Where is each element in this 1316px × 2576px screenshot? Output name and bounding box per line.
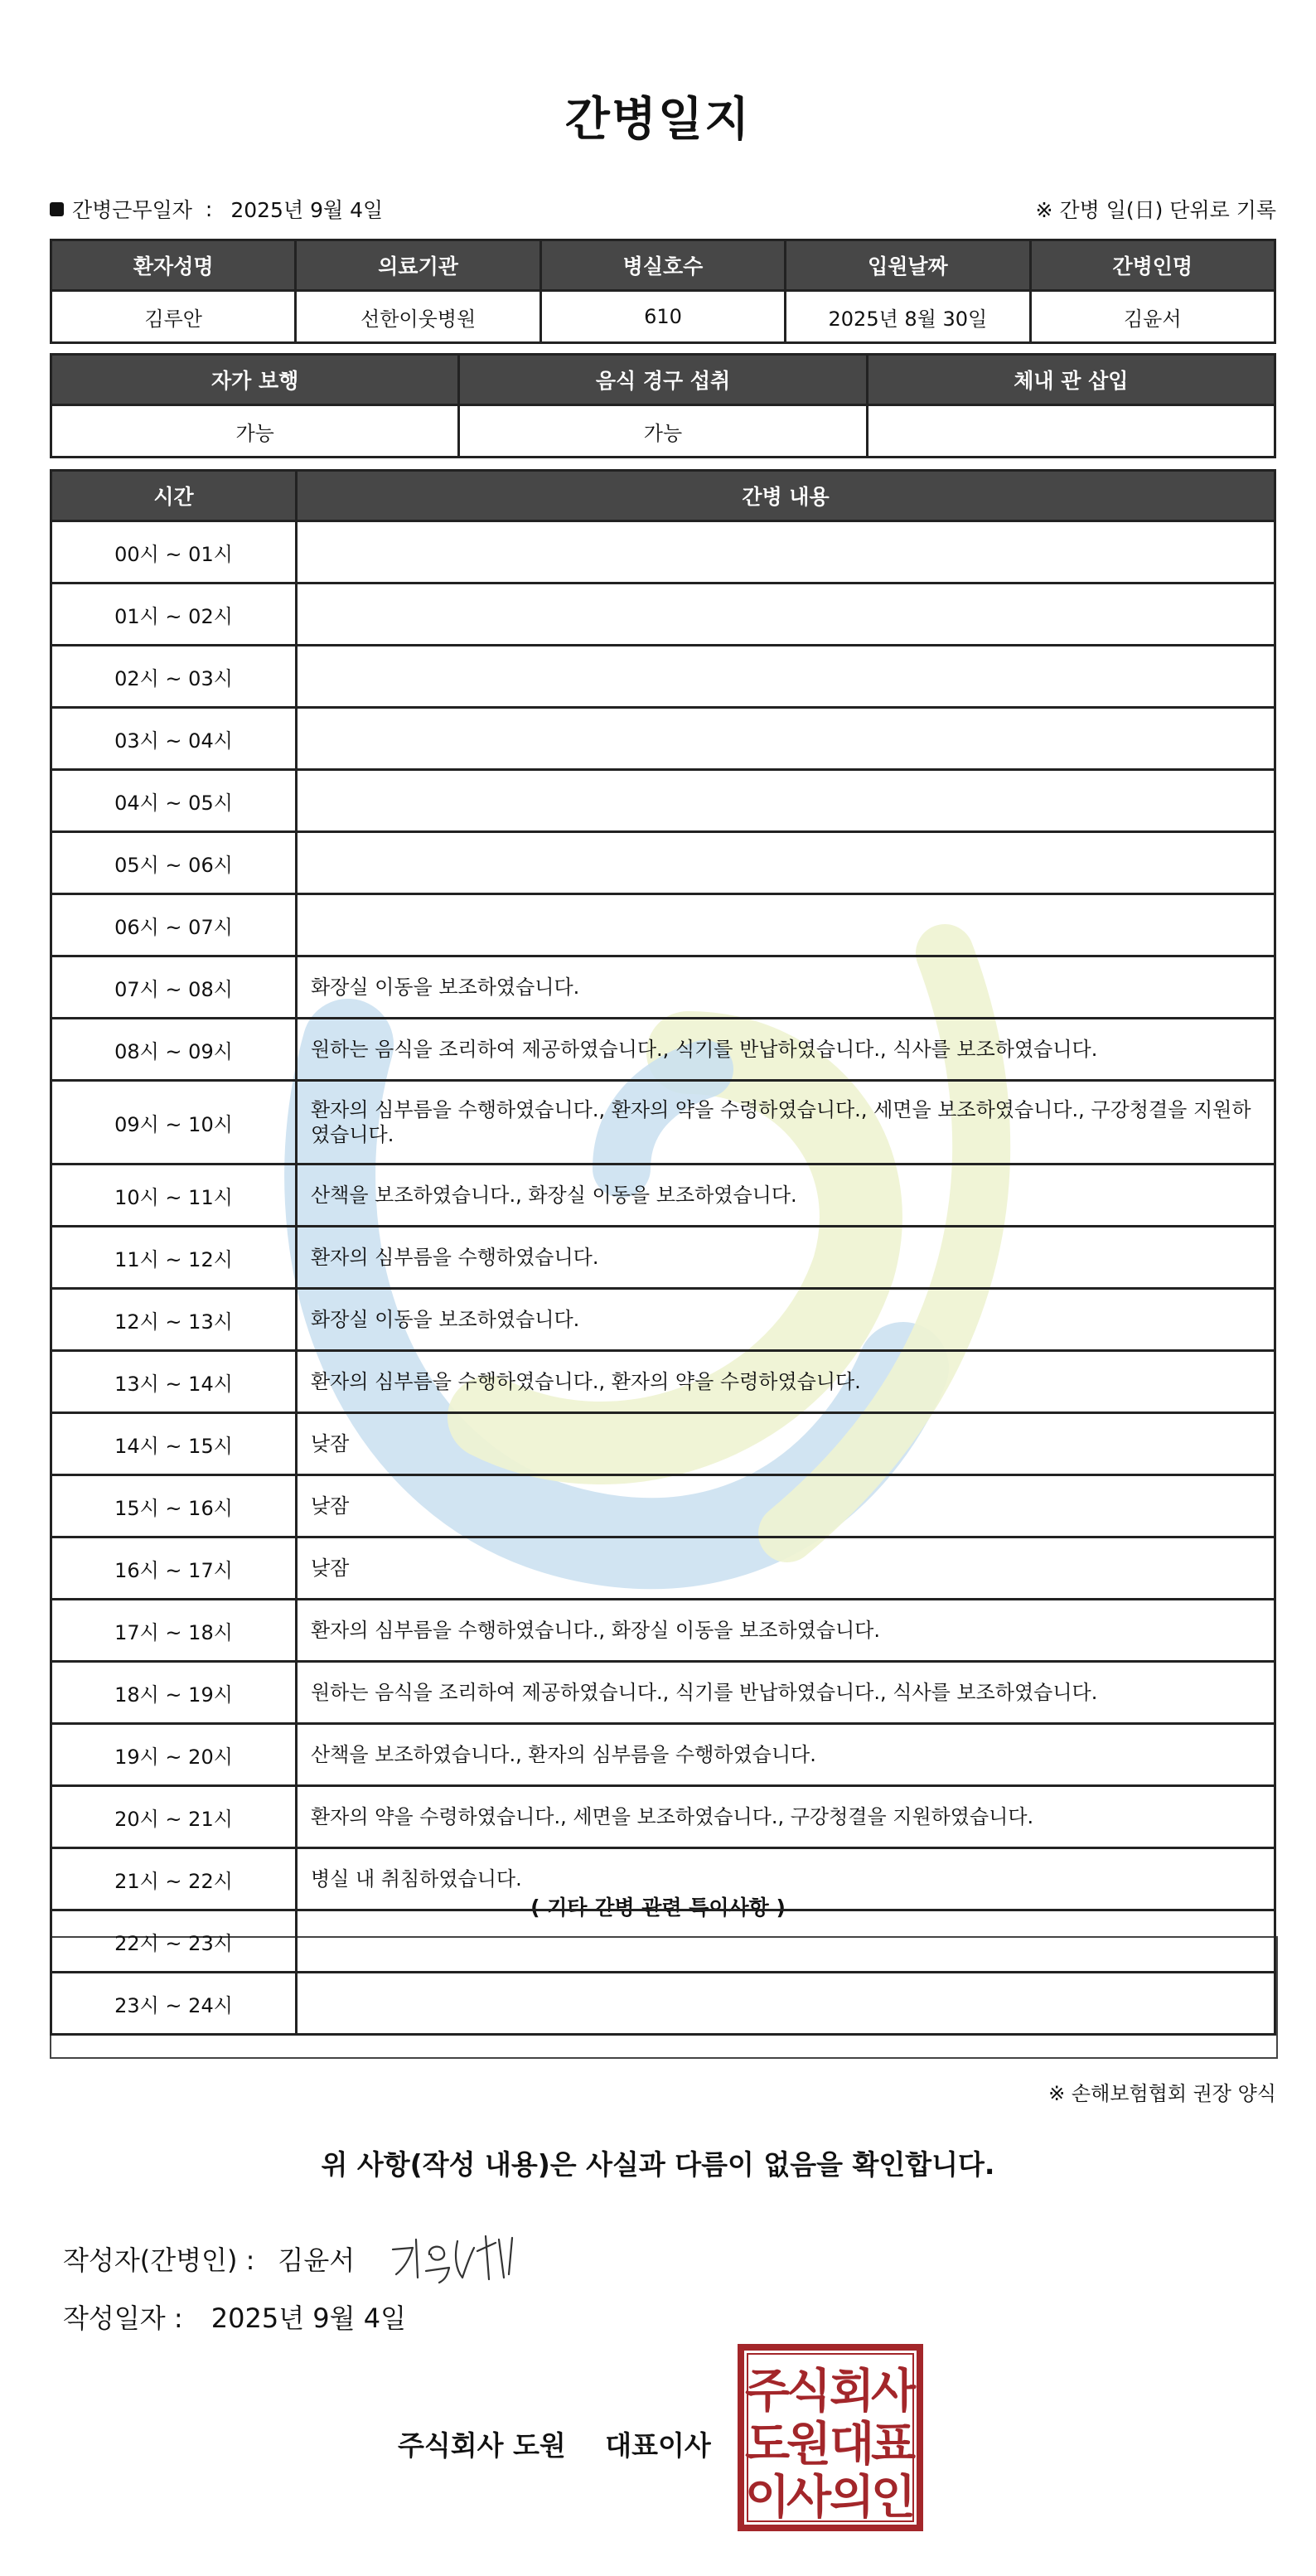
time-cell: 14시 ~ 15시 bbox=[51, 1413, 297, 1475]
writer-name: 김윤서 bbox=[278, 2244, 356, 2276]
time-cell: 03시 ~ 04시 bbox=[51, 708, 297, 770]
time-cell: 02시 ~ 03시 bbox=[51, 646, 297, 708]
table-header-row bbox=[51, 355, 1275, 405]
work-date-separator: : bbox=[205, 196, 213, 221]
patient-info-table bbox=[50, 239, 1276, 344]
header-care-content: 간병 내용 bbox=[297, 471, 1275, 521]
content-cell: 화장실 이동을 보조하였습니다. bbox=[297, 956, 1275, 1019]
time-cell: 20시 ~ 21시 bbox=[51, 1786, 297, 1848]
writer-label: 작성자(간병인) : bbox=[63, 2244, 255, 2276]
time-cell: 23시 ~ 24시 bbox=[51, 1973, 297, 2035]
time-cell: 19시 ~ 20시 bbox=[51, 1724, 297, 1786]
header-caregiver-name: 간병인명 bbox=[1030, 240, 1275, 291]
written-date-label: 작성일자 : bbox=[63, 2302, 183, 2334]
table-row bbox=[51, 1165, 1275, 1227]
svg-text:대: 대 bbox=[829, 2418, 875, 2472]
table-row bbox=[51, 894, 1275, 956]
content-cell: 낮잠 bbox=[297, 1475, 1275, 1537]
time-cell: 18시 ~ 19시 bbox=[51, 1662, 297, 1724]
content-cell: 산책을 보조하였습니다., 화장실 이동을 보조하였습니다. bbox=[297, 1165, 1275, 1227]
content-cell: 낮잠 bbox=[297, 1413, 1275, 1475]
table-row bbox=[51, 1973, 1275, 2035]
admission-date: 2025년 8월 30일 bbox=[786, 291, 1030, 343]
table-row bbox=[51, 1724, 1275, 1786]
time-cell: 04시 ~ 05시 bbox=[51, 770, 297, 832]
time-cell: 17시 ~ 18시 bbox=[51, 1600, 297, 1662]
header-hospital: 의료기관 bbox=[296, 240, 540, 291]
table-row bbox=[51, 1662, 1275, 1724]
written-date-line bbox=[63, 2298, 406, 2336]
header-tube-insertion: 체내 관 삽입 bbox=[867, 355, 1275, 405]
content-cell bbox=[297, 646, 1275, 708]
content-cell: 원하는 음식을 조리하여 제공하였습니다., 식기를 반납하였습니다., 식사를 보조하였습니다. bbox=[297, 1662, 1275, 1724]
time-cell: 16시 ~ 17시 bbox=[51, 1537, 297, 1600]
record-note: ※ 간병 일(日) 단위로 기록 bbox=[1035, 198, 1276, 222]
table-row bbox=[51, 1848, 1275, 1910]
time-cell: 07시 ~ 08시 bbox=[51, 956, 297, 1019]
time-cell: 08시 ~ 09시 bbox=[51, 1019, 297, 1081]
page-title: 간병일지 bbox=[564, 93, 752, 147]
content-cell: 낮잠 bbox=[297, 1537, 1275, 1600]
table-row bbox=[51, 1413, 1275, 1475]
table-row bbox=[51, 1600, 1275, 1662]
table-header-row bbox=[51, 240, 1275, 291]
header-self-walking: 자가 보행 bbox=[51, 355, 459, 405]
time-cell: 13시 ~ 14시 bbox=[51, 1351, 297, 1413]
svg-text:인: 인 bbox=[870, 2471, 917, 2525]
table-row bbox=[51, 832, 1275, 894]
svg-text:이: 이 bbox=[744, 2471, 791, 2525]
svg-text:주: 주 bbox=[744, 2365, 791, 2419]
header-oral-intake: 음식 경구 섭취 bbox=[459, 355, 867, 405]
content-cell bbox=[297, 708, 1275, 770]
table-row bbox=[51, 1910, 1275, 1973]
header-room-number: 병실호수 bbox=[540, 240, 785, 291]
oral-intake-value: 가능 bbox=[459, 405, 867, 458]
table-row bbox=[51, 646, 1275, 708]
company-title: 대표이사 bbox=[605, 2429, 711, 2462]
content-cell: 원하는 음식을 조리하여 제공하였습니다., 식기를 반납하였습니다., 식사를 보조하였습니다. bbox=[297, 1019, 1275, 1081]
header-admission-date: 입원날짜 bbox=[786, 240, 1030, 291]
room-number: 610 bbox=[540, 291, 785, 343]
content-cell: 환자의 심부름을 수행하였습니다., 환자의 약을 수령하였습니다., 세면을 보조하였습니다., 구강청결을 지원하였습니다. bbox=[297, 1081, 1275, 1165]
content-cell: 환자의 심부름을 수행하였습니다. bbox=[297, 1227, 1275, 1289]
notes-title: ( 기타 간병 관련 특이사항 ) bbox=[530, 1896, 786, 1920]
time-cell: 11시 ~ 12시 bbox=[51, 1227, 297, 1289]
svg-text:의: 의 bbox=[829, 2471, 875, 2525]
content-cell: 환자의 심부름을 수행하였습니다., 환자의 약을 수령하였습니다. bbox=[297, 1351, 1275, 1413]
content-cell: 환자의 약을 수령하였습니다., 세면을 보조하였습니다., 구강청결을 지원하였습니다. bbox=[297, 1786, 1275, 1848]
patient-status-table bbox=[50, 353, 1276, 458]
caregiver-name: 김윤서 bbox=[1030, 291, 1275, 343]
table-row bbox=[51, 405, 1275, 458]
content-cell: 산책을 보조하였습니다., 환자의 심부름을 수행하였습니다. bbox=[297, 1724, 1275, 1786]
company-name: 주식회사 도원 bbox=[398, 2429, 566, 2462]
content-cell bbox=[297, 894, 1275, 956]
table-header-row bbox=[51, 471, 1275, 521]
company-seal-stamp bbox=[736, 2342, 925, 2533]
confirmation-statement: 위 사항(작성 내용)은 사실과 다름이 없음을 확인합니다. bbox=[321, 2148, 995, 2181]
time-cell: 12시 ~ 13시 bbox=[51, 1289, 297, 1351]
time-cell: 10시 ~ 11시 bbox=[51, 1165, 297, 1227]
self-walking-value: 가능 bbox=[51, 405, 459, 458]
care-log-table bbox=[50, 469, 1276, 2036]
table-row bbox=[51, 1351, 1275, 1413]
writer-line bbox=[63, 2230, 529, 2288]
content-cell bbox=[297, 521, 1275, 583]
table-row bbox=[51, 770, 1275, 832]
table-row bbox=[51, 1786, 1275, 1848]
work-date-label: 간병근무일자 bbox=[72, 198, 192, 222]
handwritten-signature bbox=[388, 2230, 529, 2288]
time-cell: 05시 ~ 06시 bbox=[51, 832, 297, 894]
svg-text:회: 회 bbox=[829, 2365, 875, 2419]
content-cell bbox=[297, 1910, 1275, 1973]
time-cell: 09시 ~ 10시 bbox=[51, 1081, 297, 1165]
table-row bbox=[51, 708, 1275, 770]
time-cell: 01시 ~ 02시 bbox=[51, 583, 297, 646]
association-note: ※ 손해보험협회 권장 양식 bbox=[1048, 2082, 1276, 2105]
svg-text:식: 식 bbox=[786, 2365, 832, 2419]
table-row bbox=[51, 1019, 1275, 1081]
tube-insertion-value bbox=[867, 405, 1275, 458]
meta-row bbox=[50, 194, 1276, 227]
table-row bbox=[51, 1537, 1275, 1600]
time-cell: 21시 ~ 22시 bbox=[51, 1848, 297, 1910]
table-row bbox=[51, 956, 1275, 1019]
time-cell: 06시 ~ 07시 bbox=[51, 894, 297, 956]
time-cell: 22시 ~ 23시 bbox=[51, 1910, 297, 1973]
header-patient-name: 환자성명 bbox=[51, 240, 296, 291]
header-time: 시간 bbox=[51, 471, 297, 521]
table-row bbox=[51, 291, 1275, 343]
content-cell: 병실 내 취침하였습니다. bbox=[297, 1848, 1275, 1910]
patient-name: 김루안 bbox=[51, 291, 296, 343]
table-row bbox=[51, 1081, 1275, 1165]
svg-text:도: 도 bbox=[744, 2418, 791, 2472]
time-cell: 15시 ~ 16시 bbox=[51, 1475, 297, 1537]
company-signature-line bbox=[398, 2424, 711, 2463]
hospital-name: 선한이웃병원 bbox=[296, 291, 540, 343]
content-cell bbox=[297, 583, 1275, 646]
content-cell: 화장실 이동을 보조하였습니다. bbox=[297, 1289, 1275, 1351]
table-row bbox=[51, 1475, 1275, 1537]
svg-text:사: 사 bbox=[786, 2471, 832, 2525]
square-bullet-icon bbox=[50, 202, 64, 216]
table-row bbox=[51, 1289, 1275, 1351]
content-cell: 환자의 심부름을 수행하였습니다., 화장실 이동을 보조하였습니다. bbox=[297, 1600, 1275, 1662]
table-row bbox=[51, 521, 1275, 583]
table-row bbox=[51, 583, 1275, 646]
svg-text:표: 표 bbox=[870, 2418, 917, 2472]
written-date-value: 2025년 9월 4일 bbox=[210, 2302, 407, 2334]
content-cell bbox=[297, 1973, 1275, 2035]
content-cell bbox=[297, 770, 1275, 832]
work-date bbox=[50, 194, 383, 224]
content-cell bbox=[297, 832, 1275, 894]
time-cell: 00시 ~ 01시 bbox=[51, 521, 297, 583]
table-row bbox=[51, 1227, 1275, 1289]
work-date-value: 2025년 9월 4일 bbox=[230, 198, 384, 222]
svg-text:원: 원 bbox=[786, 2418, 832, 2472]
svg-text:사: 사 bbox=[870, 2365, 917, 2419]
